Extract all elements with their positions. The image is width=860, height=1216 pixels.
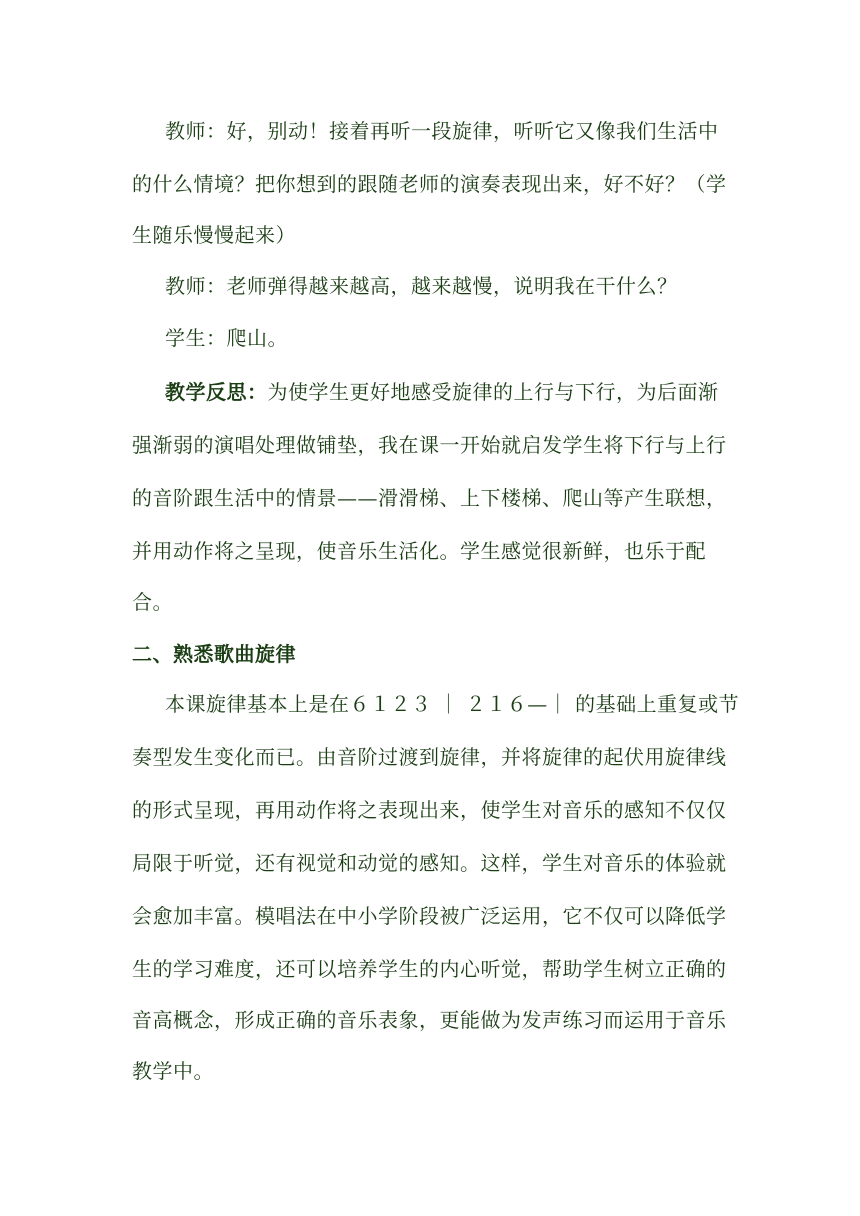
reflection-line-4: 并用动作将之呈现，使音乐生活化。学生感觉很新鲜，也乐于配	[132, 539, 706, 563]
teacher-dialogue-line-1: 教师：好，别动！接着再听一段旋律，听听它又像我们生活中	[165, 119, 719, 143]
reflection-text-start: 为使学生更好地感受旋律的上行与下行，为后面渐	[267, 380, 719, 404]
reflection-line-3: 的音阶跟生活中的情景——滑滑梯、上下楼梯、爬山等产生联想，	[132, 486, 727, 510]
body-line-4: 局限于听觉，还有视觉和动觉的感知。这样，学生对音乐的体验就	[132, 851, 727, 875]
teacher-dialogue-line-3: 生随乐慢慢起来）	[132, 223, 296, 247]
teacher-question-line: 教师：老师弹得越来越高，越来越慢，说明我在干什么？	[165, 274, 678, 298]
section-heading: 二、熟悉歌曲旋律	[132, 642, 296, 666]
body-line-7: 音高概念，形成正确的音乐表象，更能做为发声练习而运用于音乐	[132, 1008, 727, 1032]
body-line-1: 本课旋律基本上是在６１２３ ｜ ２１６—｜ 的基础上重复或节	[165, 692, 740, 716]
body-line-5: 会愈加丰富。模唱法在中小学阶段被广泛运用，它不仅可以降低学	[132, 904, 727, 928]
student-answer-line: 学生：爬山。	[165, 326, 288, 350]
reflection-line-2: 强渐弱的演唱处理做铺垫，我在课一开始就启发学生将下行与上行	[132, 433, 727, 457]
body-line-6: 生的学习难度，还可以培养学生的内心听觉，帮助学生树立正确的	[132, 957, 727, 981]
body-line-8: 教学中。	[132, 1059, 214, 1083]
body-line-2: 奏型发生变化而已。由音阶过渡到旋律，并将旋律的起伏用旋律线	[132, 745, 727, 769]
reflection-line-5: 合。	[132, 590, 173, 614]
teacher-dialogue-line-2: 的什么情境？把你想到的跟随老师的演奏表现出来，好不好？（学	[132, 172, 727, 196]
reflection-label: 教学反思：	[165, 380, 268, 404]
body-line-3: 的形式呈现，再用动作将之表现出来，使学生对音乐的感知不仅仅	[132, 798, 727, 822]
reflection-line-1	[165, 378, 719, 406]
